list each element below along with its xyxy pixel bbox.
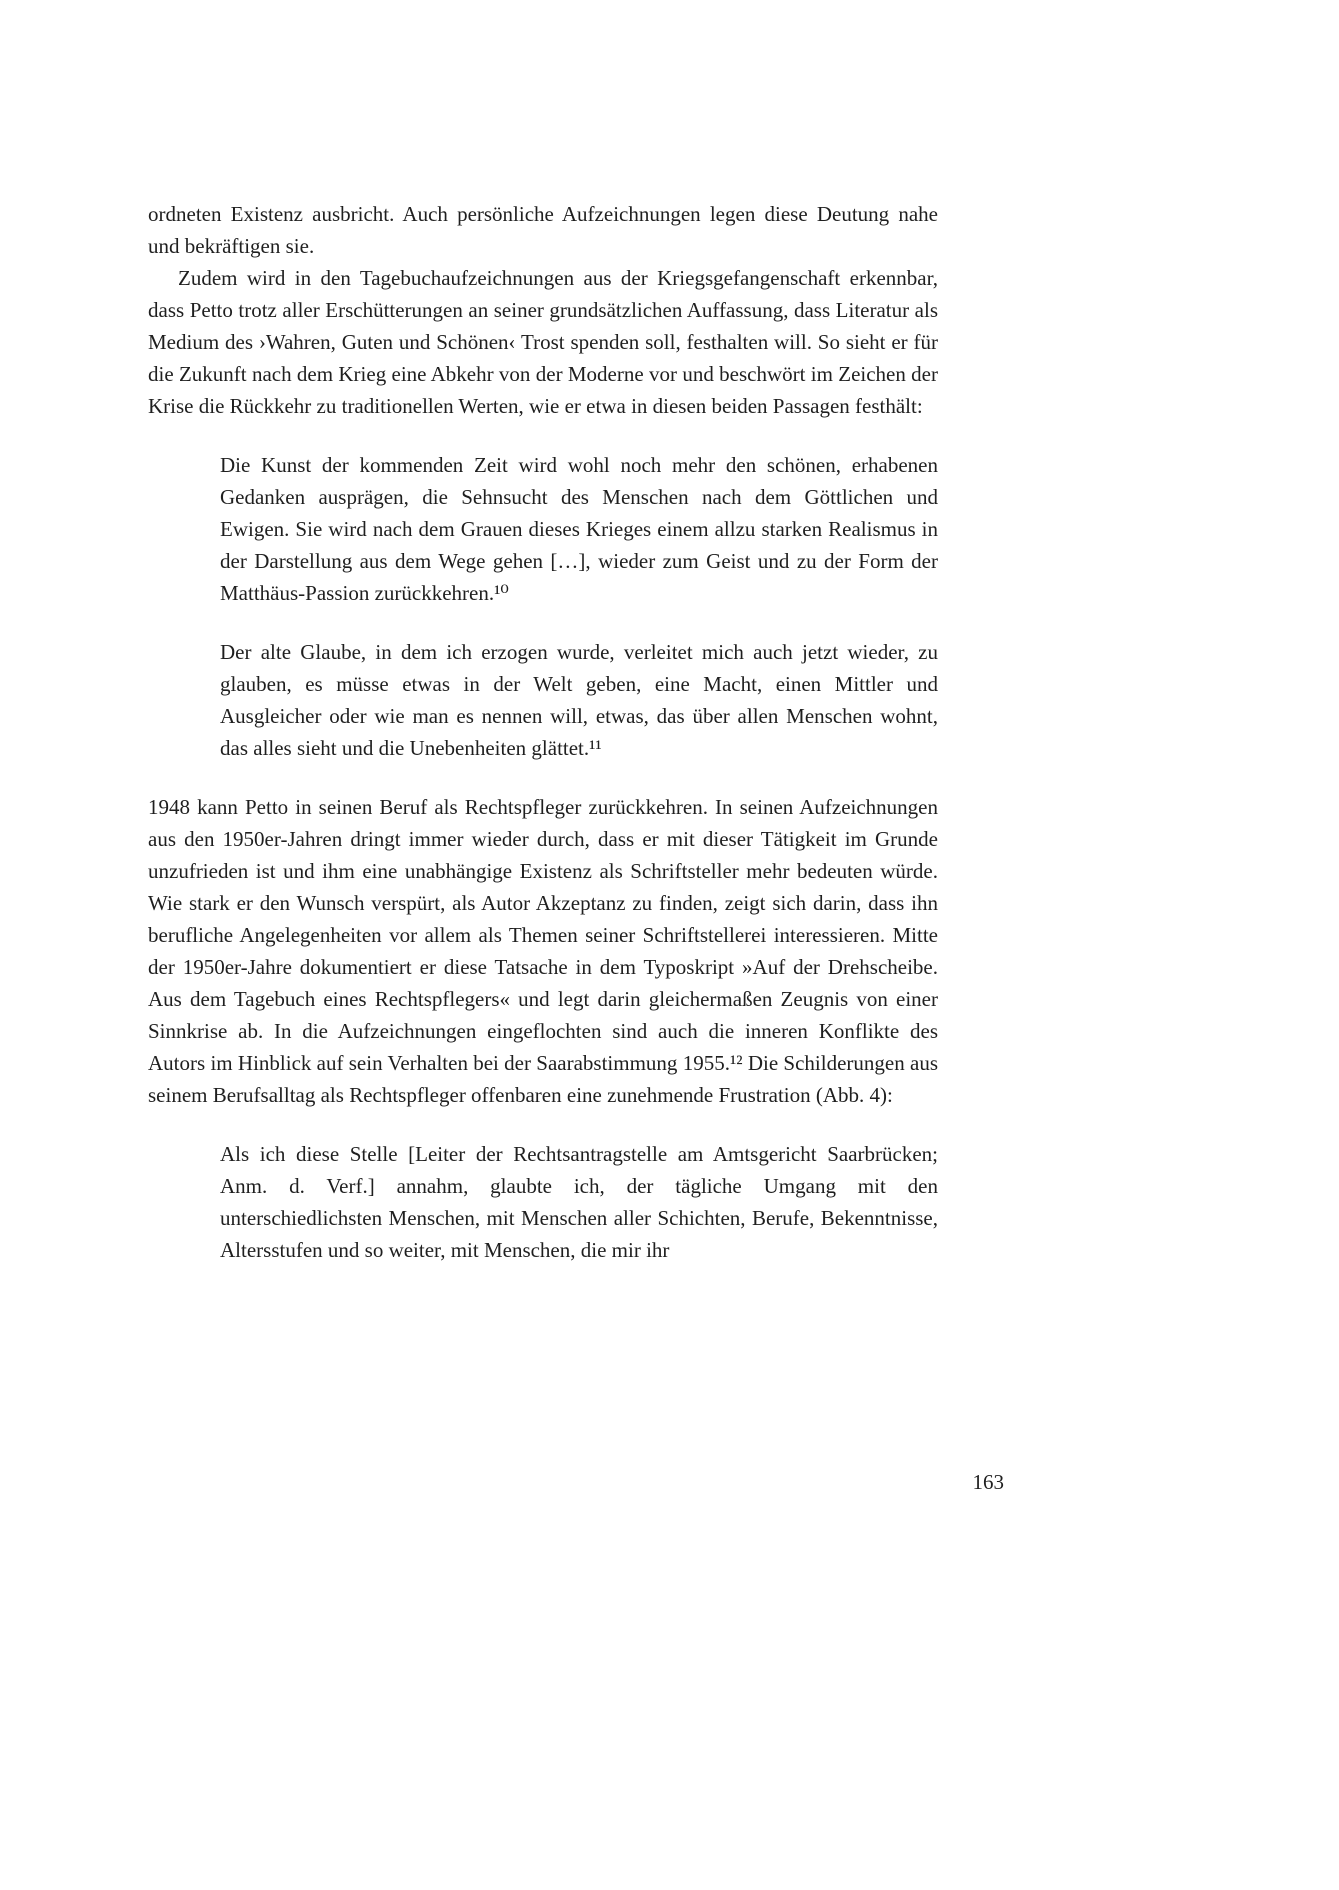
- page-number: 163: [972, 1470, 1004, 1494]
- page-body-text: [148, 198, 938, 1293]
- paragraph: ordneten Existenz ausbricht. Auch persönliche Aufzeichnungen legen diese Deutung nahe und bekräftigen sie.: [148, 202, 938, 258]
- block-quote: Der alte Glaube, in dem ich erzogen wurde, verleitet mich auch jetzt wieder, zu glauben, es müsse etwas in der Welt geben, eine Macht, einen Mittler und Ausgleicher oder wie man es nennen will, etwas, das über allen Menschen wohnt, das alles sieht und die Unebenheiten glättet.¹¹: [220, 640, 938, 760]
- paragraph: 1948 kann Petto in seinen Beruf als Rechtspfleger zurückkehren. In seinen Aufzeichnungen aus den 1950er-Jahren dringt immer wieder durch, dass er mit dieser Tätigkeit im Grunde unzufrieden ist und ihm eine unabhängige Existenz als Schriftsteller mehr bedeuten würde. Wie stark er den Wunsch verspürt, als Autor Akzeptanz zu finden, zeigt sich darin, dass ihn berufliche Angelegenheiten vor allem als Themen seiner Schriftstellerei interessieren. Mitte der 1950er-Jahre dokumentiert er diese Tatsache in dem Typoskript »Auf der Drehscheibe. Aus dem Tagebuch eines Rechtspflegers« und legt darin gleichermaßen Zeugnis von einer Sinnkrise ab. In die Aufzeichnungen eingeflochten sind auch die inneren Konflikte des Autors im Hinblick auf sein Verhalten bei der Saarabstimmung 1955.¹² Die Schilderungen aus seinem Berufsalltag als Rechtspfleger offenbaren eine zunehmende Frustration (Abb. 4):: [148, 795, 938, 1107]
- block-quote: Als ich diese Stelle [Leiter der Rechtsantragstelle am Amtsgericht Saarbrücken; Anm. d. Verf.] annahm, glaubte ich, der tägliche Umgang mit den unterschiedlichsten Menschen, mit Menschen aller Schichten, Berufe, Bekenntnisse, Altersstufen und so weiter, mit Menschen, die mir ihr: [220, 1142, 938, 1262]
- block-quote: Die Kunst der kommenden Zeit wird wohl noch mehr den schönen, erhabenen Gedanken ausprägen, die Sehnsucht des Menschen nach dem Göttlichen und Ewigen. Sie wird nach dem Grauen dieses Krieges einem allzu starken Realismus in der Darstellung aus dem Wege gehen […], wieder zum Geist und zu der Form der Matthäus-Passion zurückkehren.¹⁰: [220, 453, 938, 605]
- paragraph: Zudem wird in den Tagebuchaufzeichnungen aus der Kriegsgefangenschaft erkennbar, dass Petto trotz aller Erschütterungen an seiner grundsätzlichen Auffassung, dass Literatur als Medium des ›Wahren, Guten und Schönen‹ Trost spenden soll, festhalten will. So sieht er für die Zukunft nach dem Krieg eine Abkehr von der Moderne vor und beschwört im Zeichen der Krise die Rückkehr zu traditionellen Werten, wie er etwa in diesen beiden Passagen festhält:: [148, 266, 938, 418]
